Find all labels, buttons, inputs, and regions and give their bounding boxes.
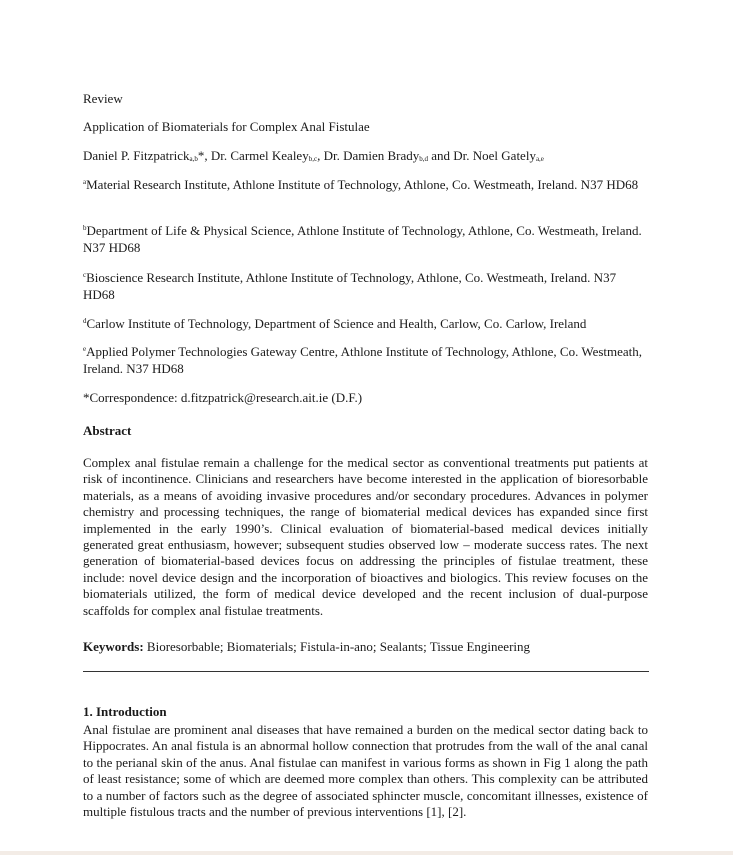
correspondence: *Correspondence: d.fitzpatrick@research.ait.ie (D.F.) (83, 390, 363, 405)
keywords (83, 638, 530, 655)
affiliation-b: $^b$Department of Life & Physical Science, Athlone Institute of Technology, Athlone, Co. Westmeath, Ireland. N37 HD68 (83, 223, 642, 255)
introduction-text: Anal fistulae are prominent anal diseases that have remained a burden on the medical sector dating back to Hippocrates. An anal fistula is an abnormal hollow connection that protrudes from the wall of the anal canal to the perianal skin of the anus. Anal fistulae can manifest in various forms as shown in Fig 1 along the path of least resistance; some of which are deemed more complex than others. This complexity can be attributed to a number of factors such as the degree of associated sphincter muscle, concomitant illnesses, existence of multiple fistulous tracts and the number of previous interventions [1], [2]. (83, 722, 648, 820)
affiliation-d: $^d$Carlow Institute of Technology, Department of Science and Health, Carlow, Co. Carlow, Ireland (83, 316, 587, 331)
abstract-text: Complex anal fistulae remain a challenge for the medical sector as conventional treatments put patients at risk of incontinence. Clinicians and researchers have become interested in the application of bioresorbable materials, as a means of avoiding invasive procedures and/or secondary procedures. Advances in polymer chemistry and processing techniques, the range of biomaterial medical devices has expanded since first implemented in the early 1990’s. Clinical evaluation of biomaterial-based medical devices initially generated great enthusiasm, however; subsequent studies observed low – moderate success rates. The next generation of biomaterial-based devices focus on addressing the principles of fistulae treatment, these include: novel device design and the incorporation of bioactives and biologics. This review focuses on the biomaterials utilized, the form of medical device developed and the recent inclusion of dual-purpose scaffolds for complex anal fistulae treatments. (83, 455, 648, 618)
abstract-heading: Abstract (83, 423, 132, 438)
affiliation-a: $^a$Material Research Institute, Athlone Institute of Technology, Athlone, Co. Westmeath, Ireland. N37 HD68 (83, 177, 639, 192)
author: Daniel P. Fitzpatrick$_{a,b}$*, (83, 148, 211, 163)
keywords-list: Bioresorbable; Biomaterials; Fistula-in-ano; Sealants; Tissue Engineering (143, 639, 531, 654)
keywords-label: Keywords: (83, 639, 144, 654)
section-divider (83, 671, 649, 672)
paper-title: Application of Biomaterials for Complex Anal Fistulae (83, 119, 370, 134)
affiliation-c: $^c$Bioscience Research Institute, Athlone Institute of Technology, Athlone, Co. Westmeath, Ireland. N37 HD68 (83, 270, 617, 302)
article-type: Review (83, 91, 123, 106)
introduction-heading: 1. Introduction (83, 704, 167, 719)
author-list (83, 147, 544, 164)
author: Dr. Damien Brady$_{b,d}$ and (323, 148, 454, 163)
author: Dr. Carmel Kealey$_{b,c}$, (210, 148, 324, 163)
page-bottom-edge (0, 851, 733, 855)
affiliation-e: $^e$Applied Polymer Technologies Gateway Centre, Athlone Institute of Technology, Athlone, Co. Westmeath, Ireland. N37 HD68 (83, 344, 643, 376)
author: Dr. Noel Gately$_{a,e}$ (453, 148, 544, 163)
